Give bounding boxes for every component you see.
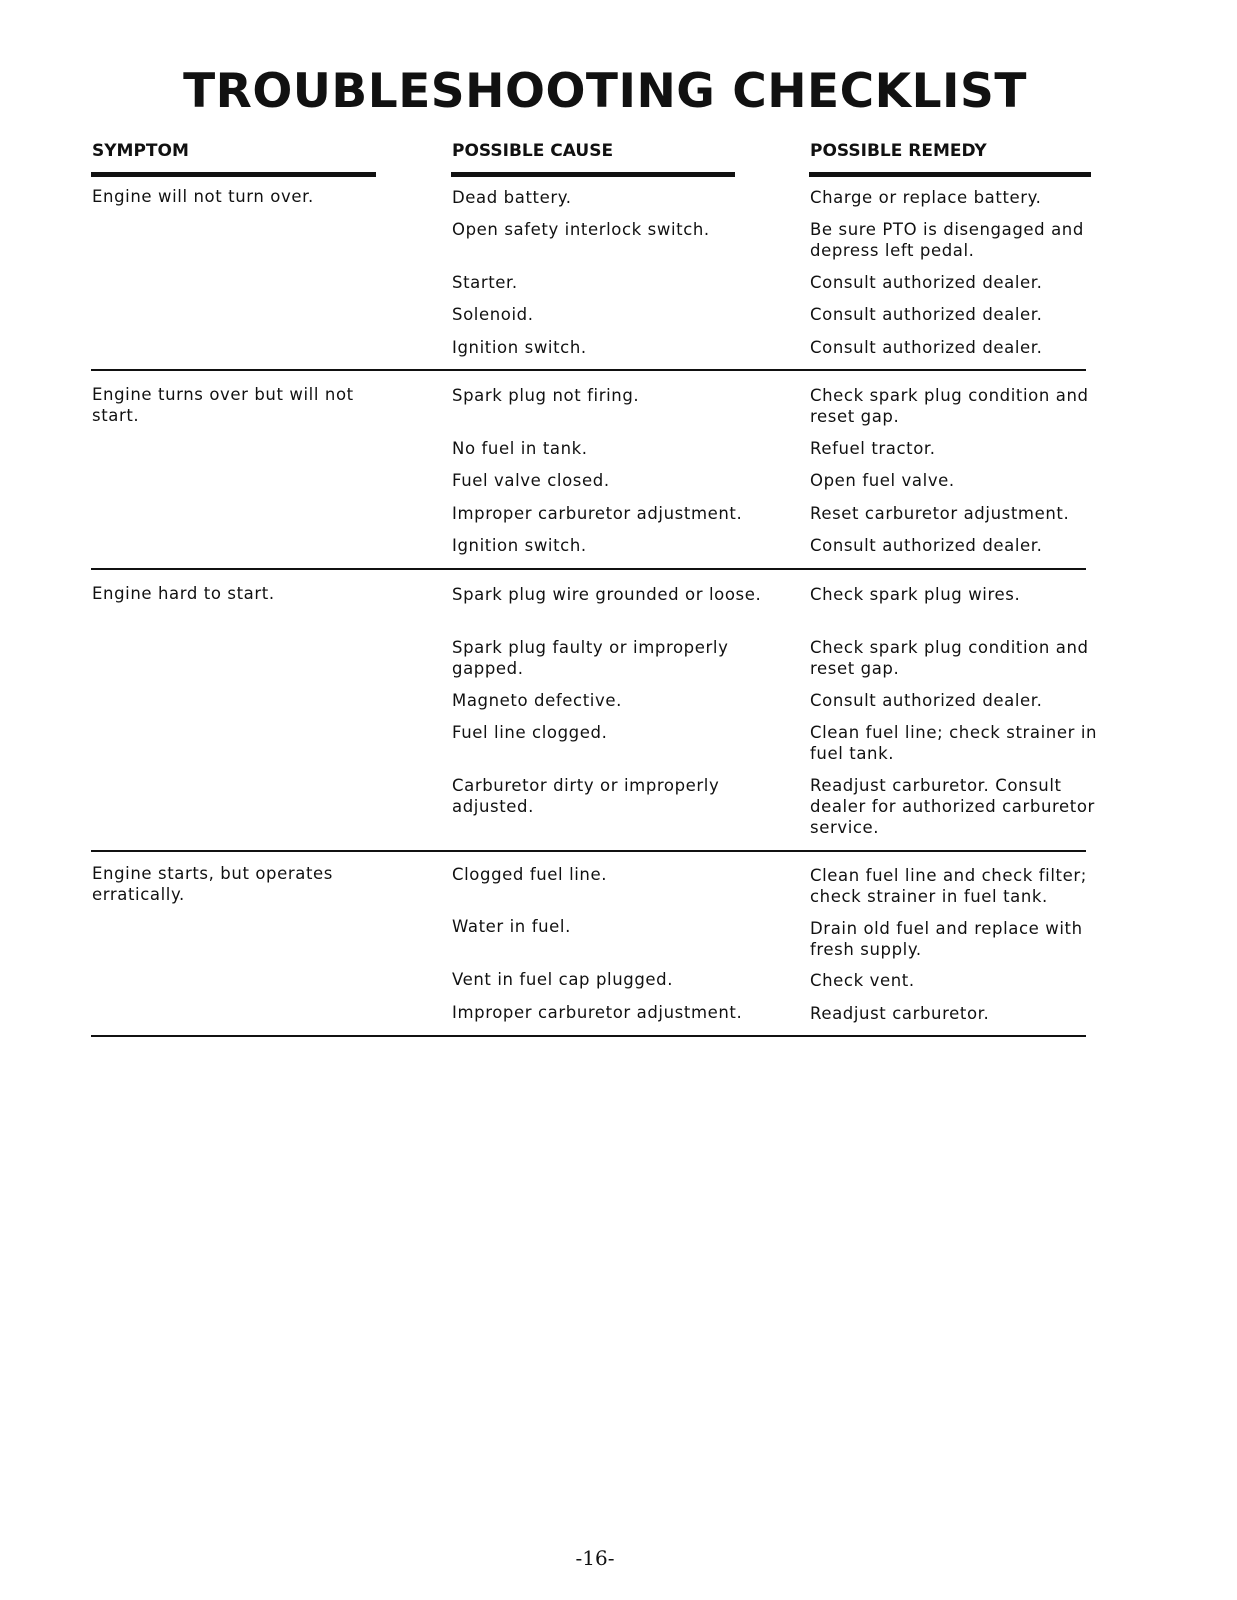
cause-3-1: Spark plug wire grounded or loose.	[452, 585, 762, 604]
cause-1-5: Ignition switch.	[452, 338, 587, 357]
cause-2-3: Fuel valve closed.	[452, 471, 610, 490]
remedy-3-1: Check spark plug wires.	[810, 585, 1021, 604]
remedy-header-rule	[809, 172, 1091, 177]
cause-1-3: Starter.	[452, 273, 518, 292]
section-divider	[91, 850, 1086, 852]
remedy-2-2: Refuel tractor.	[810, 439, 936, 458]
symptom-header: SYMPTOM	[92, 141, 189, 161]
cause-1-1: Dead battery.	[452, 188, 572, 207]
cause-3-3: Magneto defective.	[452, 691, 622, 710]
symptom-header-rule	[91, 172, 376, 177]
cause-4-4: Improper carburetor adjustment.	[452, 1003, 743, 1022]
page-number: -16-	[575, 1546, 615, 1570]
remedy-2-3: Open fuel valve.	[810, 471, 955, 490]
cause-3-4: Fuel line clogged.	[452, 723, 608, 742]
remedy-2-5: Consult authorized dealer.	[810, 536, 1043, 555]
remedy-4-3: Check vent.	[810, 971, 915, 990]
cause-1-4: Solenoid.	[452, 305, 534, 324]
cause-1-2: Open safety interlock switch.	[452, 220, 710, 239]
symptom-1: Engine will not turn over.	[92, 187, 314, 206]
symptom-3: Engine hard to start.	[92, 584, 275, 603]
remedy-3-2: Check spark plug condition and reset gap.	[810, 638, 1089, 678]
cause-header: POSSIBLE CAUSE	[452, 141, 614, 161]
symptom-2: Engine turns over but will not start.	[92, 385, 354, 425]
remedy-4-4: Readjust carburetor.	[810, 1004, 990, 1023]
remedy-3-5: Readjust carburetor. Consult dealer for authorized carburetor service.	[810, 776, 1095, 837]
section-divider	[91, 568, 1086, 570]
remedy-4-1: Clean fuel line and check filter; check strainer in fuel tank.	[810, 866, 1087, 906]
remedy-header: POSSIBLE REMEDY	[810, 141, 987, 161]
remedy-3-3: Consult authorized dealer.	[810, 691, 1043, 710]
cause-4-2: Water in fuel.	[452, 917, 571, 936]
cause-4-1: Clogged fuel line.	[452, 865, 608, 884]
cause-4-3: Vent in fuel cap plugged.	[452, 970, 674, 989]
cause-2-2: No fuel in tank.	[452, 439, 588, 458]
remedy-2-4: Reset carburetor adjustment.	[810, 504, 1070, 523]
cause-3-2: Spark plug faulty or improperly gapped.	[452, 638, 729, 678]
section-divider	[91, 369, 1086, 371]
table-bottom-rule	[91, 1035, 1086, 1037]
remedy-1-3: Consult authorized dealer.	[810, 273, 1043, 292]
remedy-3-4: Clean fuel line; check strainer in fuel tank.	[810, 723, 1098, 763]
cause-2-5: Ignition switch.	[452, 536, 587, 555]
remedy-1-5: Consult authorized dealer.	[810, 338, 1043, 357]
remedy-1-1: Charge or replace battery.	[810, 188, 1042, 207]
remedy-1-2: Be sure PTO is disengaged and depress left pedal.	[810, 220, 1084, 260]
cause-2-4: Improper carburetor adjustment.	[452, 504, 743, 523]
cause-2-1: Spark plug not firing.	[452, 386, 640, 405]
remedy-2-1: Check spark plug condition and reset gap.	[810, 386, 1089, 426]
cause-header-rule	[451, 172, 735, 177]
symptom-4: Engine starts, but operates erratically.	[92, 864, 333, 904]
page-title: TROUBLESHOOTING CHECKLIST	[183, 64, 1027, 119]
remedy-4-2: Drain old fuel and replace with fresh supply.	[810, 919, 1083, 959]
remedy-1-4: Consult authorized dealer.	[810, 305, 1043, 324]
cause-3-5: Carburetor dirty or improperly adjusted.	[452, 776, 720, 816]
